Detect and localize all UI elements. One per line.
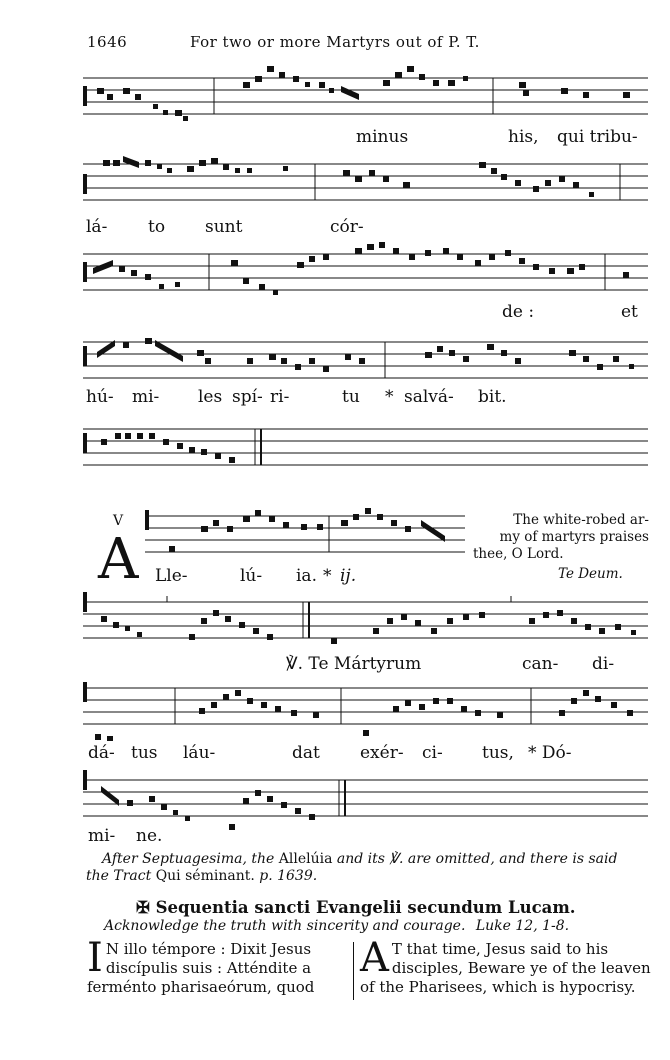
lyric-tus: tus [131, 743, 158, 763]
gospel-latin [87, 935, 352, 997]
chant-staff-1 [83, 60, 648, 130]
lyric-exer: exér- [360, 743, 404, 763]
rubric-tract-intro: the Tract [86, 868, 152, 884]
lyric-dat: dat [292, 743, 320, 763]
lyric-ci: ci- [422, 743, 443, 763]
lyric-de: de : [502, 302, 535, 322]
rubric-qui-seminant: Qui séminant. [155, 868, 255, 884]
lyric-his: his, [508, 127, 539, 147]
latin-line-1: N illo témpore : Dixit Jesus [105, 940, 312, 958]
chant-staff-8 [83, 766, 648, 831]
lyric-sunt: sunt [205, 217, 243, 237]
lyric-da: dá- [88, 743, 115, 763]
lyric-tus-2: tus, [482, 743, 514, 763]
lyric-te-martyrum: ℣. Te Mártyrum [286, 654, 422, 674]
lyric-lu: lú- [240, 566, 263, 586]
running-title: For two or more Martyrs out of P. T. [190, 33, 480, 51]
translation-line-3: thee, O Lord. [473, 546, 564, 562]
chant-staff-5 [83, 415, 648, 475]
gospel-reference: Luke 12, 1-8. [475, 918, 570, 934]
latin-line-2: discípulis suis : Atténdite a [105, 959, 312, 977]
english-line-1: T that time, Jesus said to his [391, 940, 609, 958]
page-number: 1646 [87, 33, 128, 51]
translation-source: Te Deum. [558, 566, 623, 582]
gospel-english [360, 935, 652, 997]
translation-line-1: The white-robed ar- [513, 512, 649, 528]
latin-dropcap: I [87, 935, 103, 981]
initial-A: A [98, 527, 139, 592]
rubric-line-2 [86, 868, 317, 884]
lyric-do: * Dó- [528, 743, 572, 763]
lyric-qui-tribu: qui tribu- [557, 127, 638, 147]
rubric-line-1 [102, 851, 617, 867]
latin-line-3: ferménto pharisaeórum, quod [87, 978, 315, 996]
lyric-minus: minus [356, 127, 409, 147]
chant-staff-4 [83, 328, 648, 388]
lyric-asterisk: * [385, 387, 394, 407]
lyric-lau: láu- [183, 743, 216, 763]
lyric-et: et [621, 302, 638, 322]
lyric-mi-2: mi- [88, 826, 116, 846]
chant-staff-7 [83, 676, 648, 741]
lyric-tu: tu [342, 387, 360, 407]
lyric-to: to [148, 217, 166, 237]
english-line-2: disciples, Beware ye of the leaven [391, 959, 651, 977]
lyric-ne: ne. [136, 826, 163, 846]
rubric-text-a: After Septuagesima, the [102, 851, 275, 867]
rubric-text-c: and its ℣. are omitted, and there is said [336, 851, 618, 867]
english-dropcap: A [360, 935, 389, 981]
chant-staff-3 [83, 240, 648, 305]
alleluia-translation [473, 512, 649, 563]
translation-line-2: my of martyrs praises [499, 529, 649, 545]
lyric-can: can- [522, 654, 559, 674]
lyric-ia: ia. [296, 566, 317, 586]
gospel-subtitle-line [104, 918, 569, 934]
lyric-spi: spí- [232, 387, 263, 407]
rubric-alleluia: Allelúia [278, 851, 333, 867]
rubric-page-ref: p. 1639. [259, 868, 318, 884]
gospel-title [136, 898, 576, 917]
gospel-subtitle: Acknowledge the truth with sincerity and courage. [104, 918, 466, 934]
lyric-lle: Lle- [155, 566, 188, 586]
lyric-la: lá- [86, 217, 108, 237]
column-divider [353, 942, 354, 1000]
mode-number: V [113, 513, 124, 529]
english-line-3: of the Pharisees, which is hypocrisy. [360, 978, 636, 996]
lyric-mi: mi- [132, 387, 160, 407]
lyric-cor: cór- [330, 217, 364, 237]
cross-icon: ✠ [136, 898, 150, 917]
chant-staff-alleluia [145, 500, 465, 565]
lyric-bit: bit. [478, 387, 507, 407]
lyric-di: di- [592, 654, 615, 674]
lyric-ij: ij. [340, 566, 357, 586]
chant-staff-2 [83, 150, 648, 215]
lyric-les: les [198, 387, 223, 407]
lyric-salva: salvá- [404, 387, 454, 407]
gospel-title-text: Sequentia sancti Evangelii secundum Lucam. [155, 898, 576, 917]
lyric-ri: ri- [270, 387, 290, 407]
lyric-asterisk-2: * [323, 566, 332, 586]
chant-staff-6 [83, 588, 648, 648]
lyric-hu: hú- [86, 387, 114, 407]
